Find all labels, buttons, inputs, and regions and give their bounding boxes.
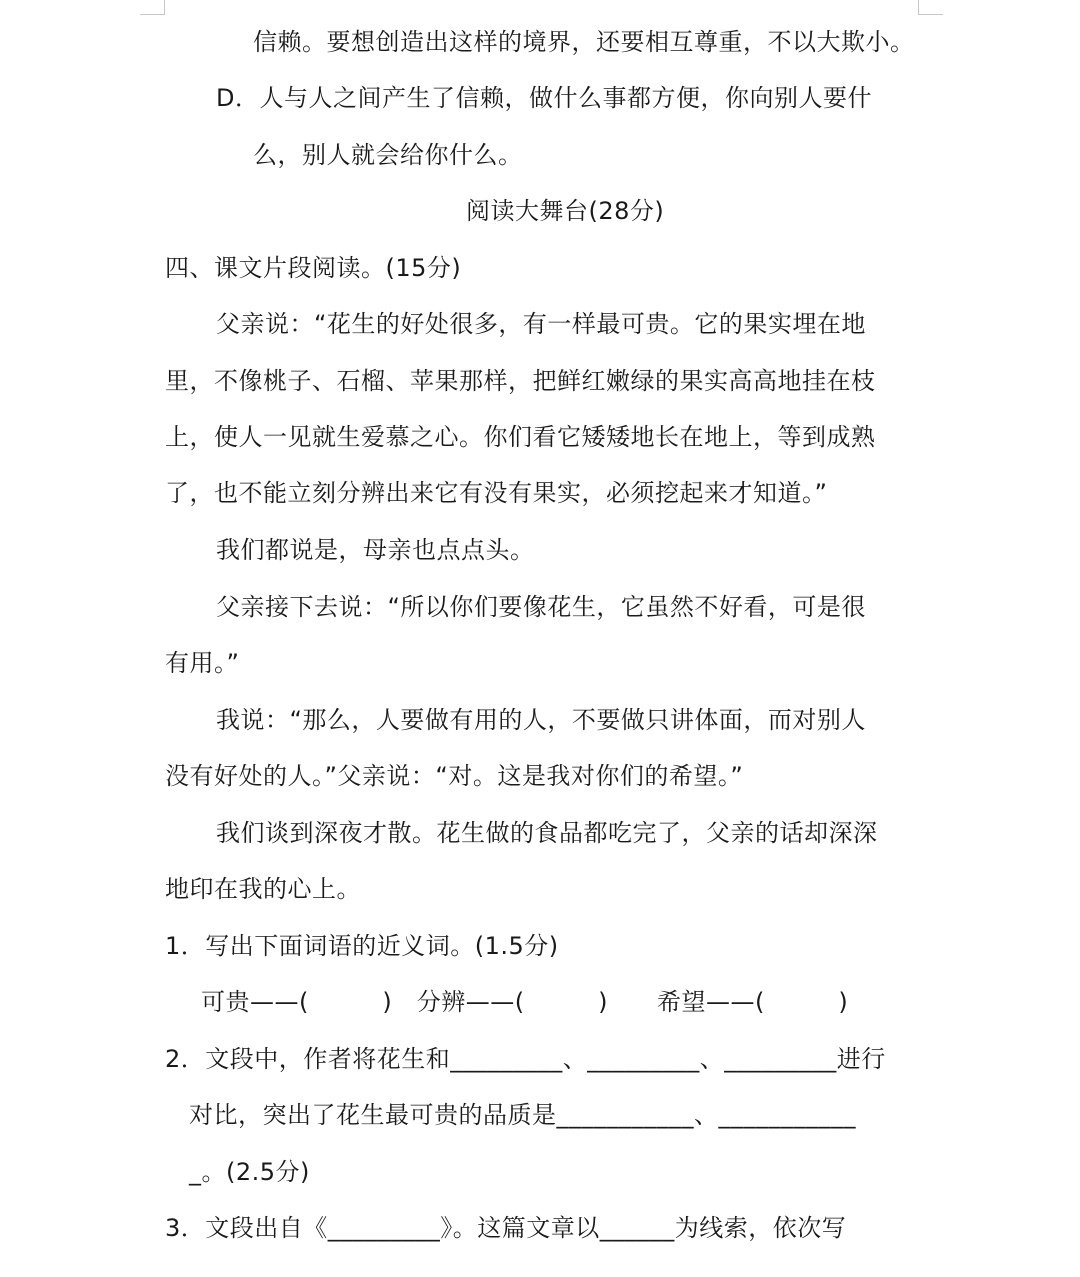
question-2-prompt: 2．文段中，作者将花生和_________、_________、_________进行 (165, 1045, 886, 1073)
option-c-continuation: 信赖。要想创造出这样的境界，还要相互尊重，不以大欺小。 (253, 28, 915, 56)
question-2-score: _。(2.5分) (189, 1158, 310, 1186)
option-d-continuation: 么，别人就会给你什么。 (253, 141, 523, 169)
section-title: 阅读大舞台(28分) (466, 197, 665, 225)
passage-line: 上，使人一见就生爱慕之心。你们看它矮矮地长在地上，等到成熟 (165, 423, 876, 451)
passage-line: 父亲接下去说：“所以你们要像花生，它虽然不好看，可是很 (216, 593, 866, 621)
question-2-continuation: 对比，突出了花生最可贵的品质是___________、___________ (189, 1101, 856, 1129)
passage-line: 我们都说是，母亲也点点头。 (216, 536, 535, 564)
page-corner-mark-right (918, 0, 943, 15)
passage-line: 地印在我的心上。 (165, 875, 361, 903)
passage-line: 父亲说：“花生的好处很多，有一样最可贵。它的果实埋在地 (216, 310, 866, 338)
question-1-blanks: 可贵——( ) 分辨——( ) 希望——( ) (201, 988, 849, 1016)
passage-line: 有用。” (165, 649, 240, 677)
page-corner-mark-left (140, 0, 165, 15)
question-four-heading: 四、课文片段阅读。(15分) (165, 254, 462, 282)
passage-line: 里，不像桃子、石榴、苹果那样，把鲜红嫩绿的果实高高地挂在枝 (165, 367, 876, 395)
passage-line: 了，也不能立刻分辨出来它有没有果实，必须挖起来才知道。” (165, 479, 828, 507)
question-3-prompt: 3．文段出自《_________》。这篇文章以______为线索，依次写 (165, 1214, 847, 1242)
option-d-line: D．人与人之间产生了信赖，做什么事都方便，你向别人要什 (216, 84, 872, 112)
question-1-prompt: 1．写出下面词语的近义词。(1.5分) (165, 932, 559, 960)
passage-line: 我说：“那么，人要做有用的人，不要做只讲体面，而对别人 (216, 706, 866, 734)
passage-line: 没有好处的人。”父亲说：“对。这是我对你们的希望。” (165, 762, 744, 790)
passage-line: 我们谈到深夜才散。花生做的食品都吃完了，父亲的话却深深 (216, 819, 878, 847)
